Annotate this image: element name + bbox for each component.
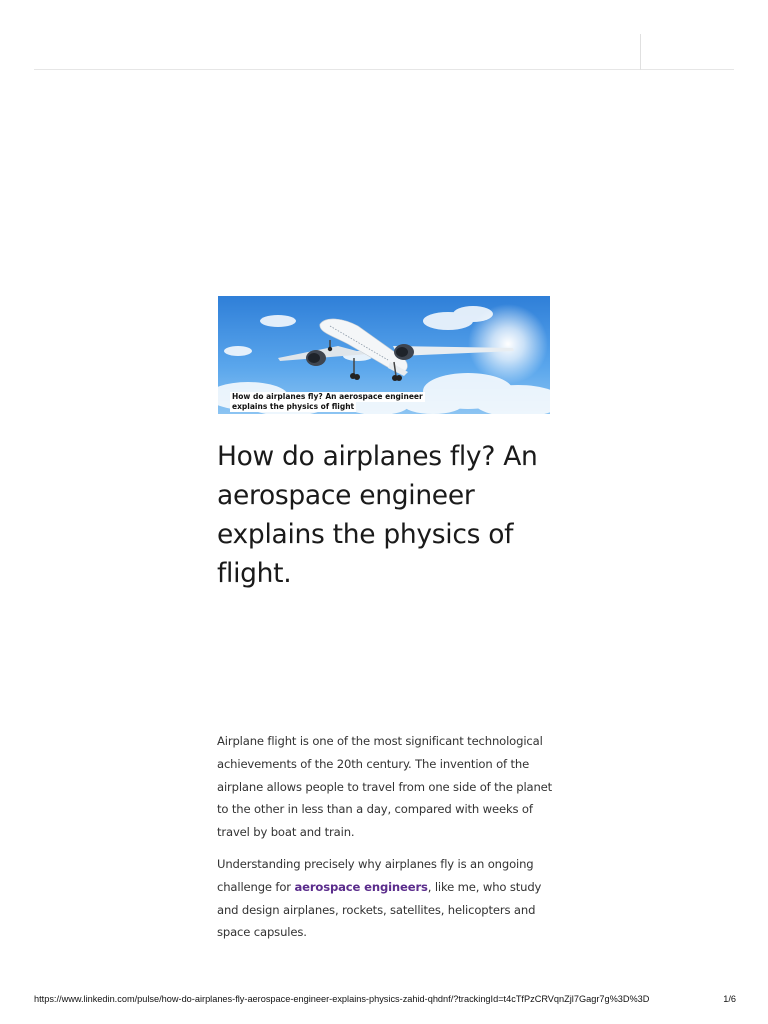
paragraph-2-text-end: , like me, who study and design airplanes, rockets, satellites, helicopters and space capsules. bbox=[217, 879, 542, 940]
article-paragraph-1: Airplane flight is one of the most significant technological achievements of the 20th century. The invention of the airplane allows people to travel from one side of the planet to the other in less than a day, compared with weeks of travel by boat and train. bbox=[217, 734, 553, 840]
hero-caption-line2: explains the physics of flight bbox=[232, 402, 355, 411]
footer-page-number: 1/6 bbox=[723, 994, 736, 1004]
paragraph-2-text-start: Understanding precisely why airplanes fly is an ongoing challenge for bbox=[217, 857, 534, 894]
header-divider bbox=[34, 69, 734, 70]
aerospace-engineers-link[interactable]: aerospace engineers bbox=[294, 879, 428, 894]
footer-url: https://www.linkedin.com/pulse/how-do-airplanes-fly-aerospace-engineer-explains-physics-zahid-qhdnf/?trackingId=t4cTfPzCRVqnZjl7Gagr7g%3D%3D bbox=[34, 994, 650, 1004]
header-vertical-divider bbox=[640, 34, 641, 70]
hero-image bbox=[218, 296, 550, 414]
article-title: How do airplanes fly? An aerospace engineer explains the physics of flight. bbox=[217, 441, 538, 589]
hero-caption bbox=[230, 392, 425, 412]
hero-caption-line1: How do airplanes fly? An aerospace engineer bbox=[232, 392, 423, 401]
article-paragraph-2 bbox=[217, 853, 553, 944]
